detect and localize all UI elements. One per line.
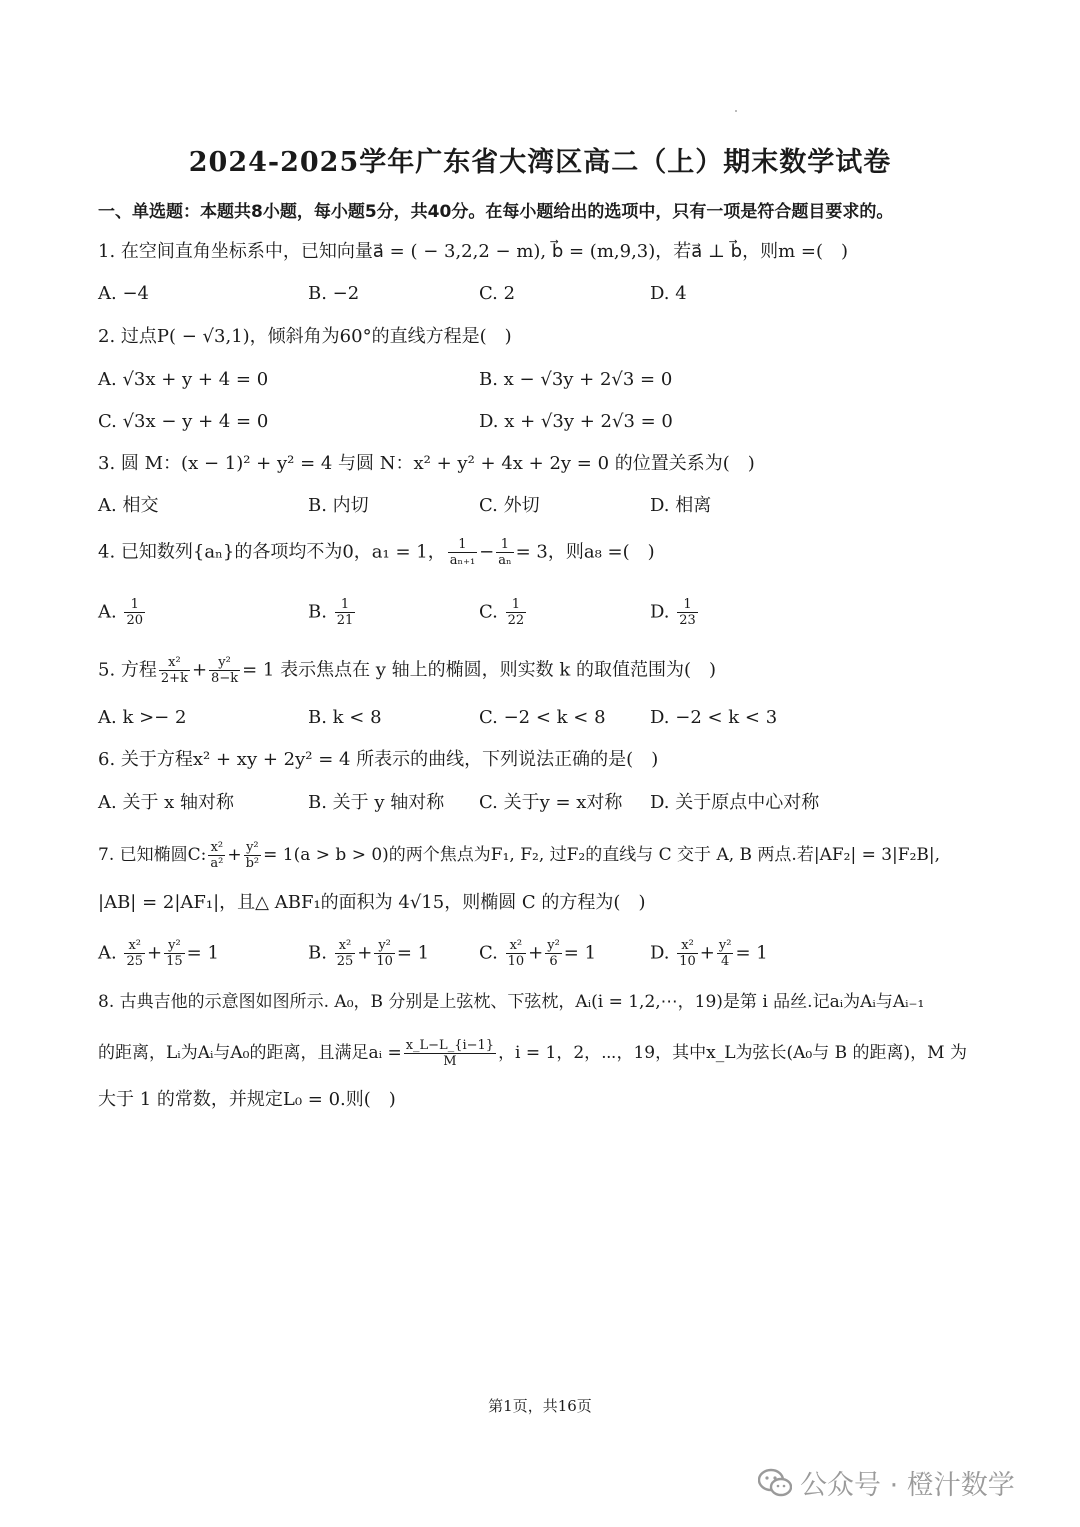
question-6-stem: 6. 关于方程x² + xy + 2y² = 4 所表示的曲线，下列说法正确的是( ) — [98, 749, 659, 770]
question-8-line-2 — [98, 1038, 967, 1069]
q7-stem-middle: = 1(a > b > 0)的两个焦点为F₁, F₂, 过F₂的直线与 C 交于 A, B 两点.若|AF₂| = 3|F₂B|, — [263, 845, 941, 865]
q5-stem-start: 5. 方程 — [98, 659, 157, 681]
question-2-stem: 2. 过点P( − √3,1)，倾斜角为60°的直线方程是( ) — [98, 326, 512, 347]
q4-stem-end: = 3，则a₈ =( ) — [515, 541, 655, 563]
q6-option-d: D. 关于原点中心对称 — [650, 792, 820, 813]
q4-option-d: D. $\frac{1}{23}$ — [650, 597, 696, 628]
question-1-stem: 1. 在空间直角坐标系中，已知向量a⃗ = ( − 3,2,2 − m), b⃗ = (m,9,3)，若a⃗ ⊥ b⃗，则m =( ) — [98, 241, 849, 262]
q6-option-c: C. 关于y = x对称 — [479, 792, 623, 813]
q5-option-a: A. k >− 2 — [98, 707, 187, 728]
question-7-stem-line-2: |AB| = 2|AF₁|，且△ ABF₁的面积为 4√15，则椭圆 C 的方程为( ) — [98, 892, 646, 913]
page-footer: 第1页，共16页 — [488, 1397, 592, 1415]
q5-fraction-2: $\frac{\text{y²}}{8-k}$ — [211, 655, 239, 686]
q3-option-c: C. 外切 — [479, 495, 540, 516]
q2-option-b: B. x − √3y + 2√3 = 0 — [479, 369, 673, 390]
q7-option-a: A. $\frac{\text{x²}}{25}$ + $\frac{\text{y²}}{15}$ = 1 — [98, 938, 219, 969]
question-3-stem: 3. 圆 M：(x − 1)² + y² = 4 与圆 N：x² + y² + 4x + 2y = 0 的位置关系为( ) — [98, 453, 755, 474]
q1-option-a: A. −4 — [98, 283, 149, 304]
q4-stem-start: 4. 已知数列{aₙ}的各项均不为0，a₁ = 1， — [98, 541, 446, 563]
q7-option-c: C. $\frac{\text{x²}}{10}$ + $\frac{\text{y²}}{6}$ = 1 — [479, 938, 597, 969]
q2-option-d: D. x + √3y + 2√3 = 0 — [479, 411, 673, 432]
q4-fraction-1: $\frac{1}{\text{aₙ₊₁}}$ — [449, 537, 476, 568]
q4-option-b: B. $\frac{1}{21}$ — [308, 597, 354, 628]
q5-option-b: B. k < 8 — [308, 707, 382, 728]
q5-fraction-1: $\frac{\text{x²}}{2+k}$ — [160, 655, 188, 686]
q7-plus: + — [227, 845, 242, 865]
question-4-stem — [98, 537, 655, 568]
q7-stem-start: 7. 已知椭圆C: — [98, 845, 207, 865]
watermark — [758, 1463, 1015, 1505]
q4-fraction-2: $\frac{1}{\text{aₙ}}$ — [498, 537, 512, 568]
q3-option-a: A. 相交 — [98, 495, 159, 516]
q4-minus: − — [479, 541, 495, 563]
exam-title: 2024-2025学年广东省大湾区高二（上）期末数学试卷 — [188, 147, 892, 178]
question-7-stem — [98, 840, 940, 871]
q6-option-b: B. 关于 y 轴对称 — [308, 792, 445, 813]
q5-option-c: C. −2 < k < 8 — [479, 707, 606, 728]
question-8-line-3: 大于 1 的常数，并规定L₀ = 0.则( ) — [98, 1089, 396, 1110]
wechat-icon — [758, 1468, 792, 1505]
q1-option-b: B. −2 — [308, 283, 360, 304]
q1-option-c: C. 2 — [479, 283, 516, 304]
q7-fraction-2: $\frac{\text{y²}}{\text{b²}}$ — [245, 840, 260, 871]
q3-option-b: B. 内切 — [308, 495, 369, 516]
section-heading: 一、单选题：本题共8小题，每小题5分，共40分。在每小题给出的选项中，只有一项是符合题目要求的。 — [98, 202, 894, 222]
q3-option-d: D. 相离 — [650, 495, 712, 516]
q4-option-c: C. $\frac{1}{22}$ — [479, 597, 525, 628]
q8-line-2-start: 的距离，Lᵢ为Aᵢ与A₀的距离，且满足aᵢ = — [98, 1043, 402, 1063]
q2-option-a: A. √3x + y + 4 = 0 — [98, 369, 269, 390]
q2-option-c: C. √3x − y + 4 = 0 — [98, 411, 269, 432]
q7-option-b: B. $\frac{\text{x²}}{25}$ + $\frac{\text{y²}}{10}$ = 1 — [308, 938, 430, 969]
q5-plus: + — [191, 659, 208, 681]
watermark-text: 公众号 · 橙汁数学 — [800, 1470, 1015, 1501]
q4-option-a: A. $\frac{1}{20}$ — [98, 597, 144, 628]
speck — [735, 110, 737, 112]
question-8-line-1: 8. 古典吉他的示意图如图所示. A₀，B 分别是上弦枕、下弦枕，Aᵢ(i = 1,2,⋯，19)是第 i 品丝.记aᵢ为Aᵢ与Aᵢ₋₁ — [98, 992, 925, 1012]
q7-fraction-1: $\frac{\text{x²}}{\text{a²}}$ — [210, 840, 224, 871]
question-5-stem — [98, 655, 716, 686]
q8-fraction: $\frac{x\_L-L\_\{i-1\}}{M}$ — [405, 1038, 495, 1069]
q6-option-a: A. 关于 x 轴对称 — [98, 792, 235, 813]
q5-stem-end: = 1 表示焦点在 y 轴上的椭圆，则实数 k 的取值范围为( ) — [242, 659, 717, 681]
q1-option-d: D. 4 — [650, 283, 687, 304]
q5-option-d: D. −2 < k < 3 — [650, 707, 778, 728]
q7-option-d: D. $\frac{\text{x²}}{10}$ + $\frac{\text{y²}}{4}$ = 1 — [650, 938, 768, 969]
q8-line-2-end: ，i = 1，2，⋯，19，其中x_L为弦长(A₀与 B 的距离)，M 为 — [498, 1043, 967, 1063]
